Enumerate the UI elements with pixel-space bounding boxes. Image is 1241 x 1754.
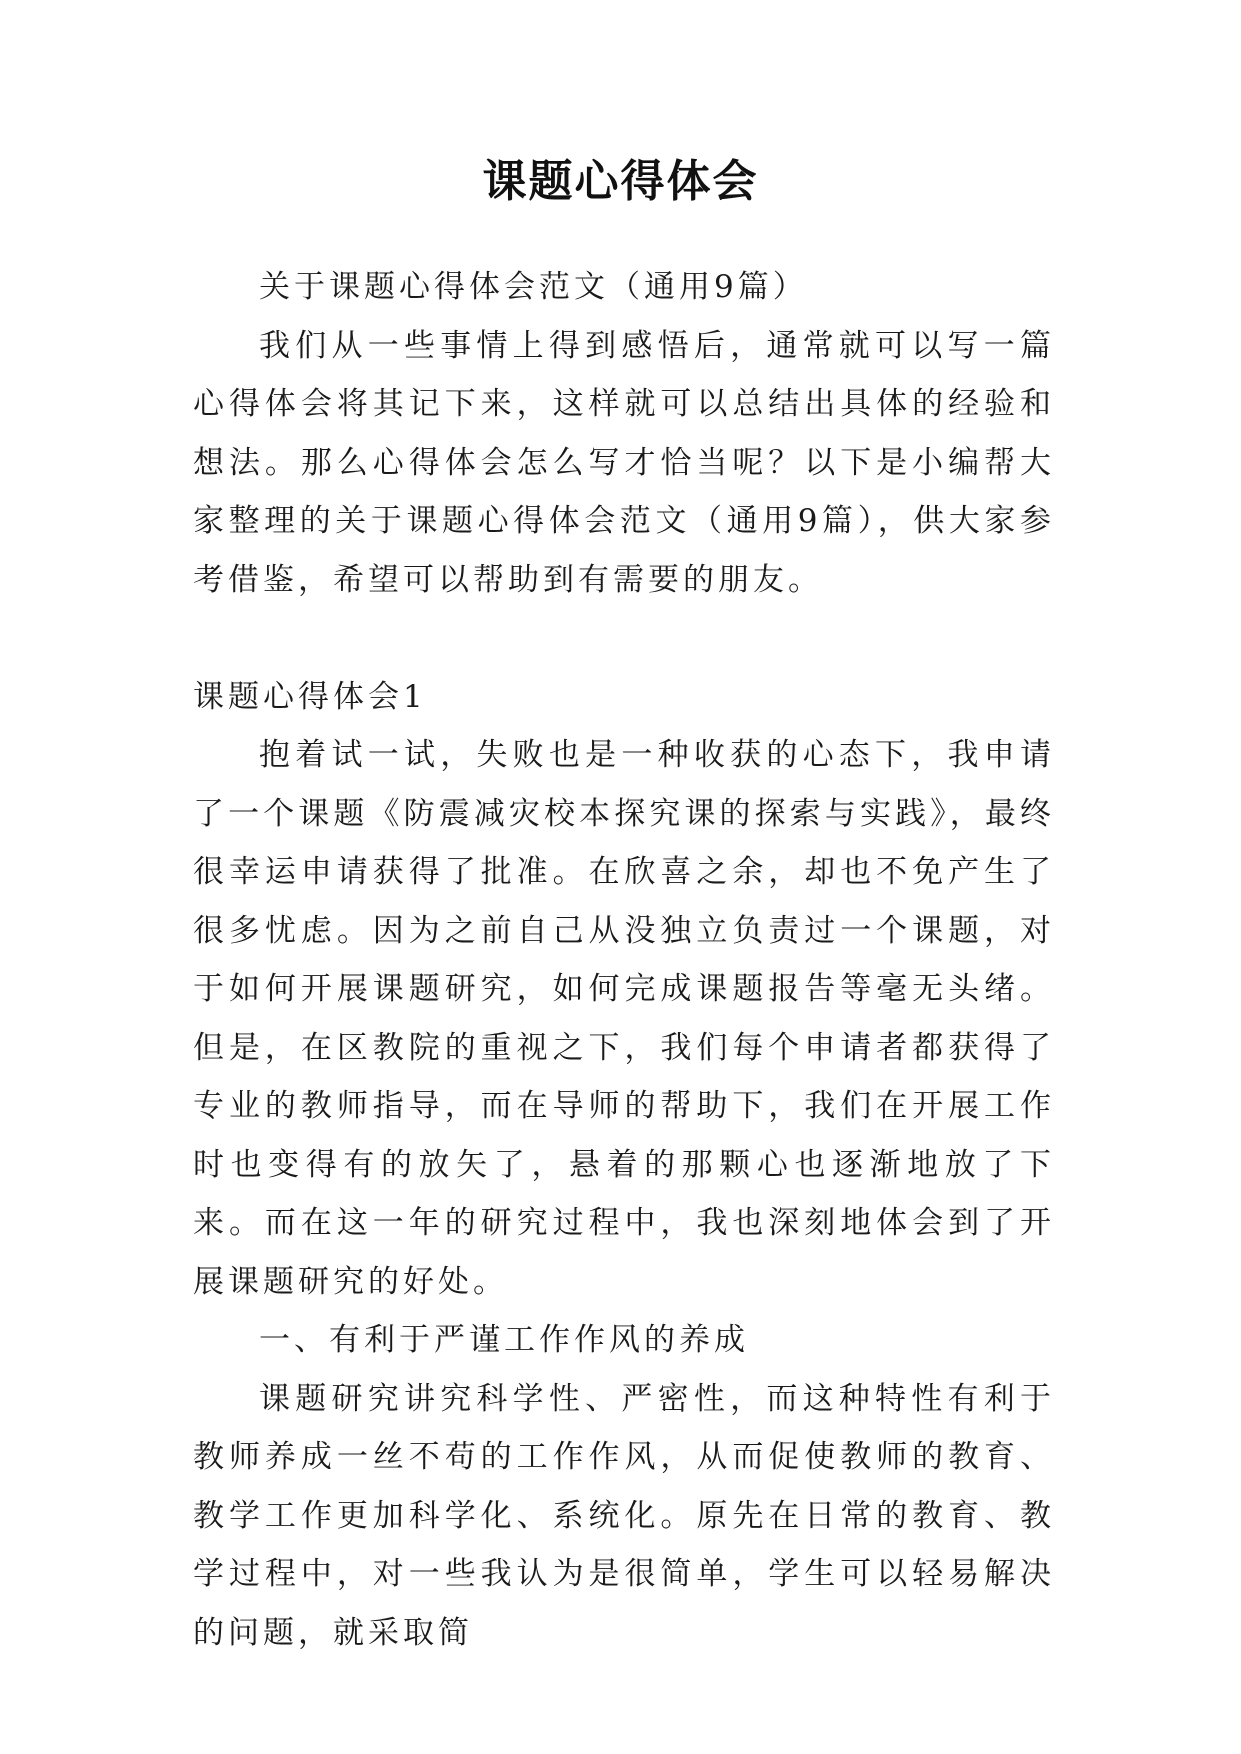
section-paragraph-2: 课题研究讲究科学性、严密性，而这种特性有利于教师养成一丝不苟的工作作风，从而促使教师的教育、教学工作更加科学化、系统化。原先在日常的教育、教学过程中，对一些我认为是很简单，学生可以轻易解决的问题，就采取简 [193, 1380, 1055, 1651]
document-body [193, 258, 1055, 1662]
document-title: 课题心得体会 [482, 156, 759, 207]
subheading-1: 一、有利于严谨工作作风的养成 [259, 1322, 749, 1358]
section-heading: 课题心得体会1 [193, 678, 427, 715]
intro-line: 关于课题心得体会范文（通用9篇） [259, 269, 808, 305]
paragraph-gap [193, 609, 1055, 668]
intro-paragraph: 我们从一些事情上得到感悟后，通常就可以写一篇心得体会将其记下来，这样就可以总结出具体的经验和想法。那么心得体会怎么写才恰当呢？以下是小编帮大家整理的关于课题心得体会范文（通用9篇），供大家参考借鉴，希望可以帮助到有需要的朋友。 [193, 327, 1055, 598]
section-paragraph-1: 抱着试一试，失败也是一种收获的心态下，我申请了一个课题《防震减灾校本探究课的探索与实践》，最终很幸运申请获得了批准。在欣喜之余，却也不免产生了很多忧虑。因为之前自己从没独立负责过一个课题，对于如何开展课题研究，如何完成课题报告等毫无头绪。但是，在区教院的重视之下，我们每个申请者都获得了专业的教师指导，而在导师的帮助下，我们在开展工作时也变得有的放矢了，悬着的那颗心也逐渐地放了下来。而在这一年的研究过程中，我也深刻地体会到了开展课题研究的好处。 [193, 737, 1055, 1300]
